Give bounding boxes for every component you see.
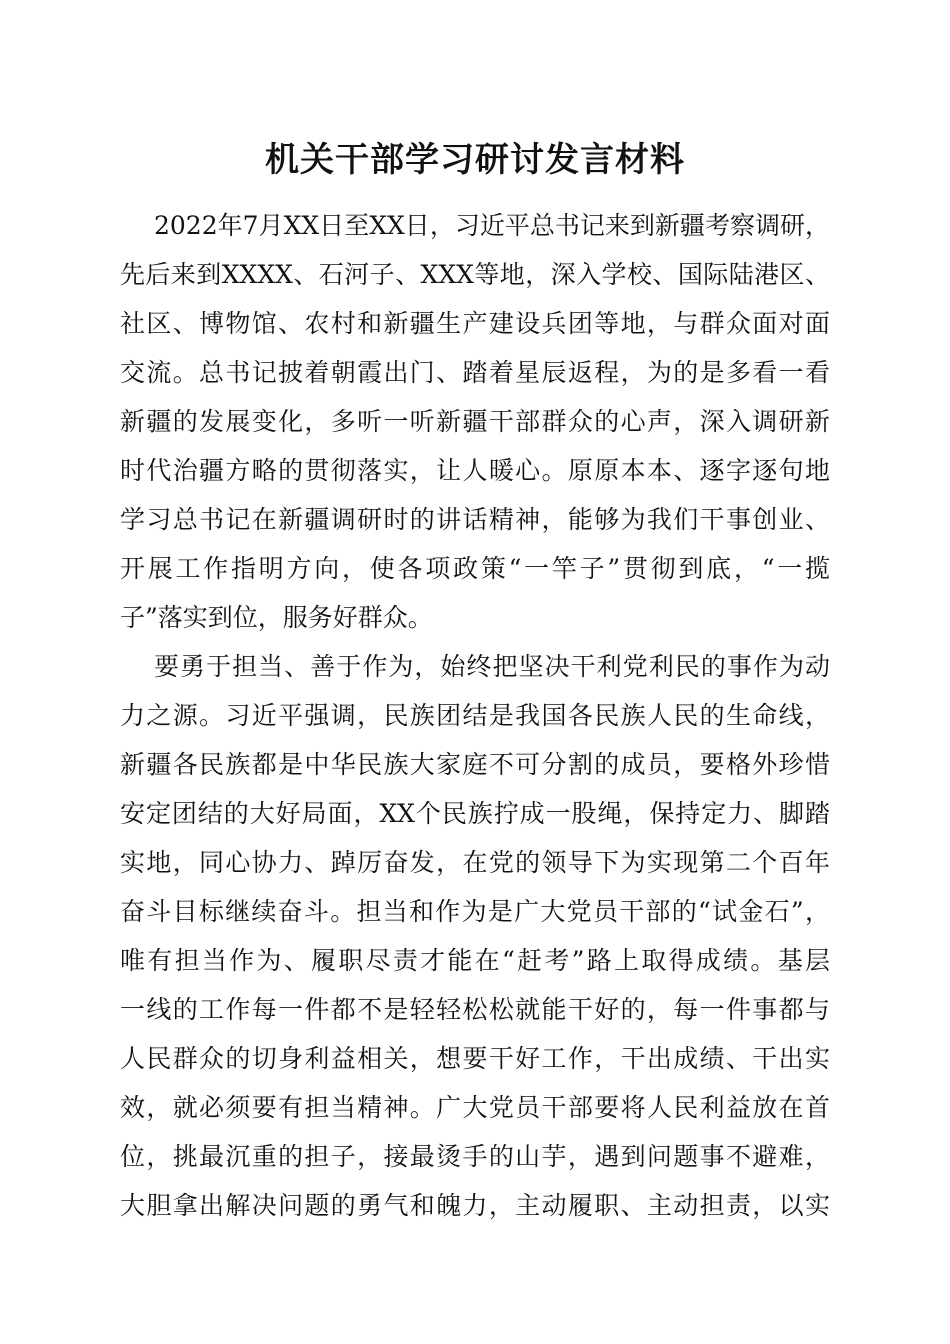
paragraph-line: 力之源。习近平强调，民族团结是我国各民族人民的生命线， [120,701,830,730]
paragraph-line: 大胆拿出解决问题的勇气和魄力，主动履职、主动担责，以实 [120,1191,830,1220]
paragraph-line: 奋斗目标继续奋斗。担当和作为是广大党员干部的“试金石”， [120,897,830,926]
paragraph-line: 时代治疆方略的贯彻落实，让人暖心。原原本本、逐字逐句地 [120,456,830,485]
paragraph-line: 实地，同心协力、踔厉奋发，在党的领导下为实现第二个百年 [120,848,830,877]
paragraph-line: 要勇于担当、善于作为，始终把坚决干利党利民的事作为动 [154,652,830,681]
paragraph-line: 2022年7月XX日至XX日，习近平总书记来到新疆考察调研， [154,211,830,240]
paragraph-line: 社区、博物馆、农村和新疆生产建设兵团等地，与群众面对面 [120,309,830,338]
paragraph-line: 交流。总书记披着朝霞出门、踏着星辰返程，为的是多看一看 [120,358,830,387]
paragraph-line: 新疆各民族都是中华民族大家庭不可分割的成员，要格外珍惜 [120,750,830,779]
paragraph-line: 效，就必须要有担当精神。广大党员干部要将人民利益放在首 [120,1093,830,1122]
paragraph-line: 先后来到XXXX、石河子、XXX等地，深入学校、国际陆港区、 [120,260,830,289]
paragraph-line: 子”落实到位，服务好群众。 [120,603,433,632]
paragraph-line: 人民群众的切身利益相关，想要干好工作，干出成绩、干出实 [120,1044,830,1073]
document-title: 机关干部学习研讨发言材料 [265,140,685,180]
paragraph-line: 一线的工作每一件都不是轻轻松松就能干好的，每一件事都与 [120,995,830,1024]
paragraph-line: 安定团结的大好局面，XX个民族拧成一股绳，保持定力、脚踏 [120,799,830,828]
paragraph-line: 位，挑最沉重的担子，接最烫手的山芋，遇到问题事不避难， [120,1142,830,1171]
paragraph-line: 学习总书记在新疆调研时的讲话精神，能够为我们干事创业、 [120,505,830,534]
paragraph-line: 唯有担当作为、履职尽责才能在“赶考”路上取得成绩。基层 [120,946,830,975]
document-body [120,201,830,1230]
paragraph-1 [120,201,830,642]
paragraph-line: 新疆的发展变化，多听一听新疆干部群众的心声，深入调研新 [120,407,830,436]
paragraph-2 [120,642,830,1230]
paragraph-line: 开展工作指明方向，使各项政策“一竿子”贯彻到底，“一揽 [120,554,830,583]
